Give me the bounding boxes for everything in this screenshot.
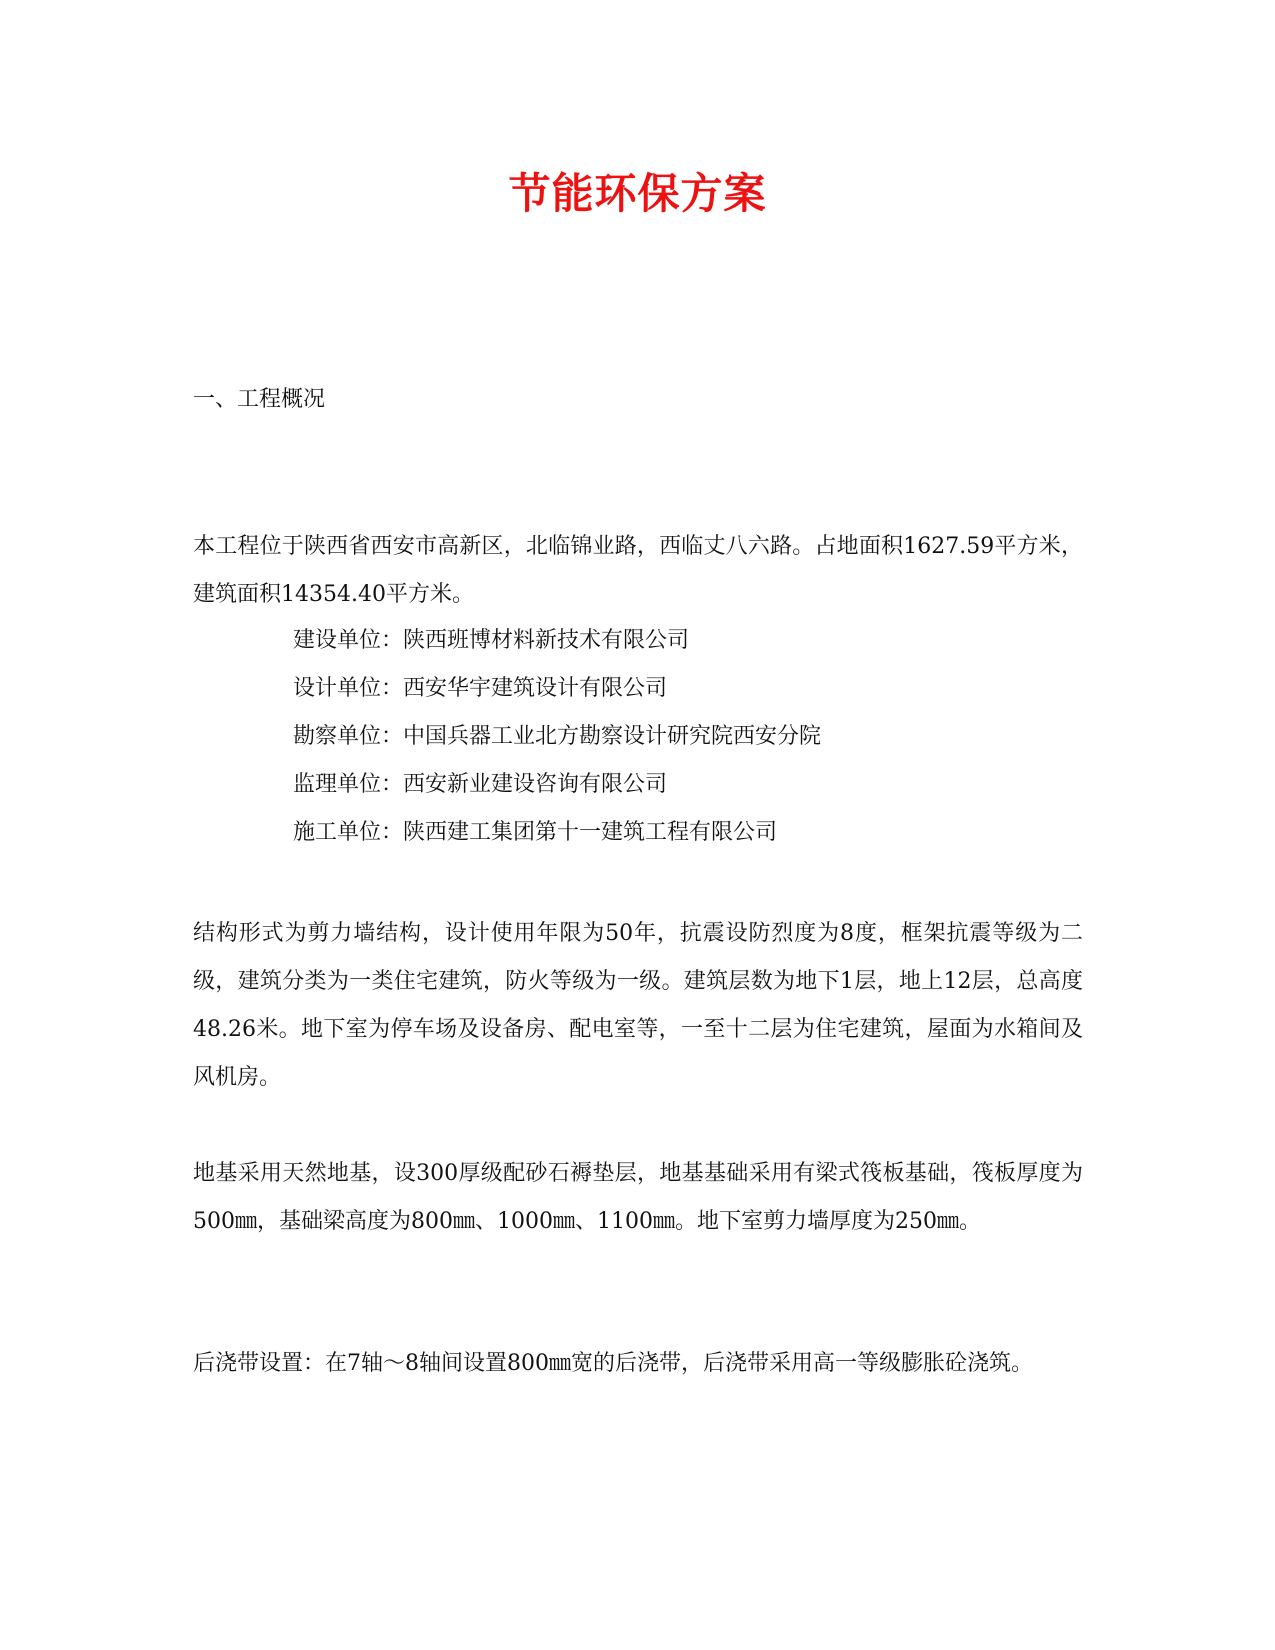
paragraph-structure: 结构形式为剪力墙结构，设计使用年限为50年，抗震设防烈度为8度，框架抗震等级为二级，建筑分类为一类住宅建筑，防火等级为一级。建筑层数为地下1层，地上12层，总高度48.26米。地下室为停车场及设备房、配电室等，一至十二层为住宅建筑，屋面为水箱间及风机房。	[193, 921, 1083, 1090]
document-title: 节能环保方案	[508, 169, 767, 218]
participating-units-list	[293, 617, 821, 857]
unit-contractor: 施工单位：陕西建工集团第十一建筑工程有限公司	[293, 820, 778, 845]
unit-supervisor: 监理单位：西安新业建设咨询有限公司	[293, 772, 668, 797]
unit-construction-owner: 建设单位：陕西班博材料新技术有限公司	[293, 628, 690, 653]
unit-surveyor: 勘察单位：中国兵器工业北方勘察设计研究院西安分院	[293, 724, 822, 749]
paragraph-location: 本工程位于陕西省西安市高新区，北临锦业路，西临丈八六路。占地面积1627.59平方米，建筑面积14354.40平方米。	[193, 534, 1083, 607]
section-heading: 一、工程概况	[193, 387, 326, 412]
unit-designer: 设计单位：西安华宇建筑设计有限公司	[293, 676, 668, 701]
paragraph-post-pour-strip: 后浇带设置：在7轴～8轴间设置800㎜宽的后浇带，后浇带采用高一等级膨胀砼浇筑。	[193, 1351, 1033, 1376]
paragraph-foundation: 地基采用天然地基，设300厚级配砂石褥垫层，地基基础采用有梁式筏板基础，筏板厚度为500㎜，基础梁高度为800㎜、1000㎜、1100㎜。地下室剪力墙厚度为250㎜。	[193, 1161, 1083, 1234]
